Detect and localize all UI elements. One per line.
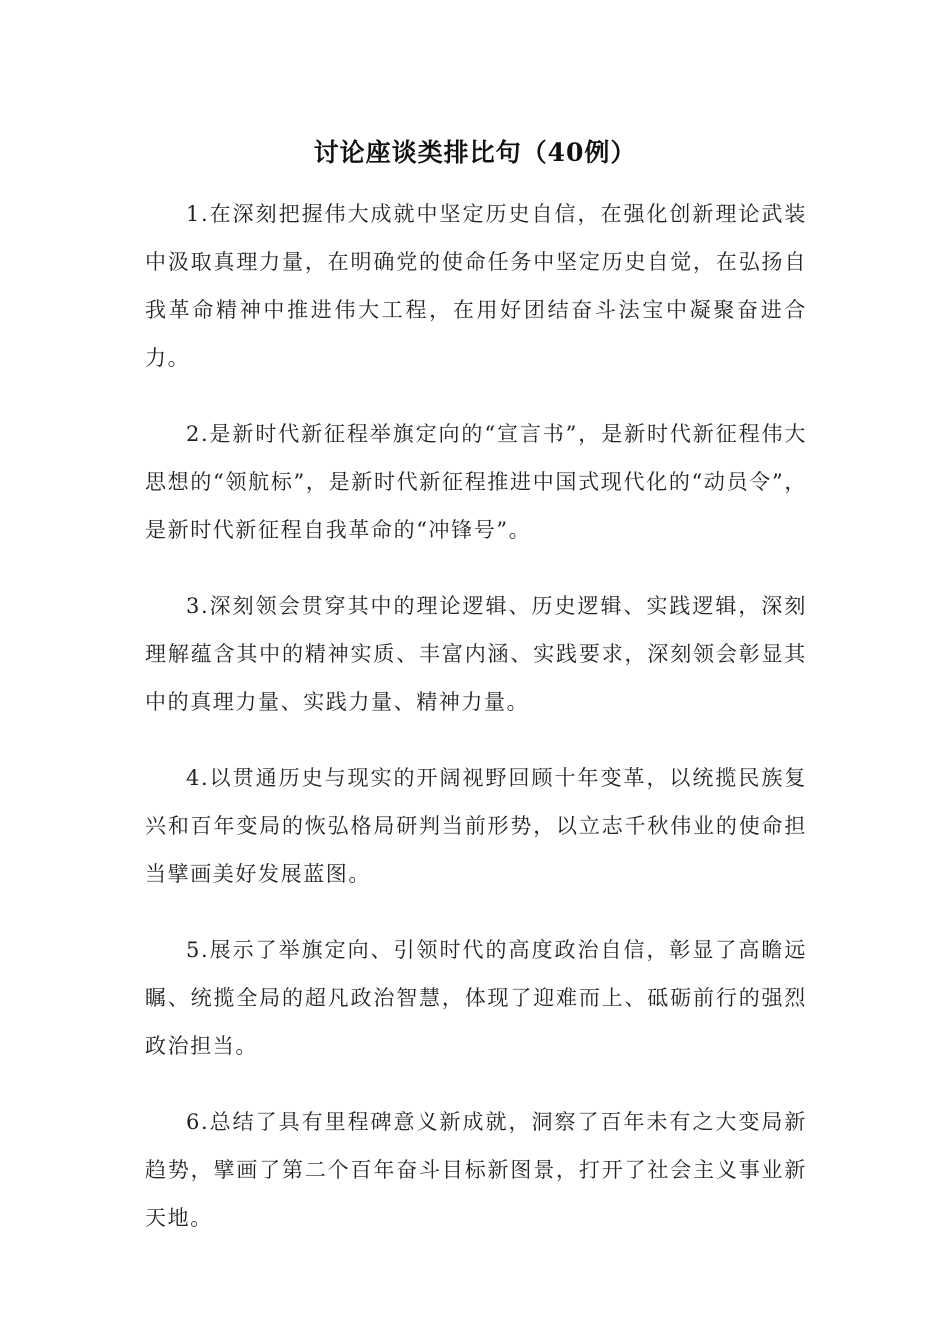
document-body: [145, 190, 807, 1270]
document-title: 讨论座谈类排比句（40例）: [313, 138, 637, 167]
paragraph-6: 6.总结了具有里程碑意义新成就，洞察了百年未有之大变局新趋势，擘画了第二个百年奋斗目标新图景，打开了社会主义事业新天地。: [145, 1110, 807, 1230]
paragraph-3: 3.深刻领会贯穿其中的理论逻辑、历史逻辑、实践逻辑，深刻理解蕴含其中的精神实质、丰富内涵、实践要求，深刻领会彰显其中的真理力量、实践力量、精神力量。: [145, 594, 807, 714]
paragraph-1: 1.在深刻把握伟大成就中坚定历史自信，在强化创新理论武装中汲取真理力量，在明确党的使命任务中坚定历史自觉，在弘扬自我革命精神中推进伟大工程，在用好团结奋斗法宝中凝聚奋进合力。: [145, 202, 807, 370]
paragraph-5: 5.展示了举旗定向、引领时代的高度政治自信，彰显了高瞻远瞩、统揽全局的超凡政治智慧，体现了迎难而上、砥砺前行的强烈政治担当。: [145, 938, 807, 1058]
paragraph-2: 2.是新时代新征程举旗定向的“宣言书”，是新时代新征程伟大思想的“领航标”，是新时代新征程推进中国式现代化的“动员令”，是新时代新征程自我革命的“冲锋号”。: [145, 422, 807, 542]
paragraph-4: 4.以贯通历史与现实的开阔视野回顾十年变革，以统揽民族复兴和百年变局的恢弘格局研判当前形势，以立志千秋伟业的使命担当擘画美好发展蓝图。: [145, 766, 807, 886]
